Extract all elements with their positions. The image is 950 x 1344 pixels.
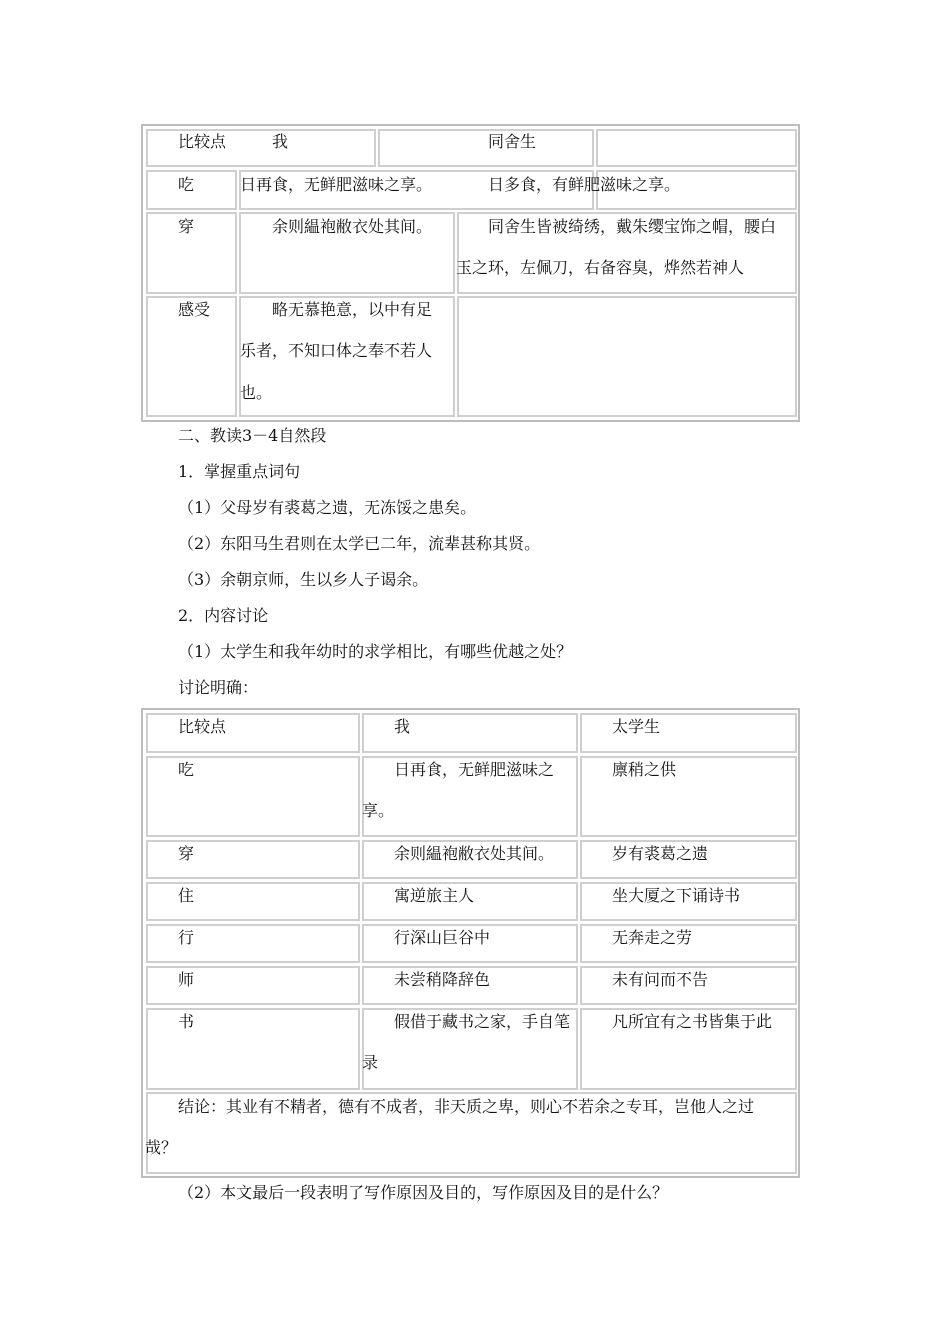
t2-row5-label: 师 <box>178 970 195 989</box>
t1-header-other: 同舍生 <box>488 132 537 151</box>
t2-row1-me-line1: 日再食，无鲜肥滋味之 <box>394 760 555 779</box>
t2-header-me: 我 <box>394 717 411 736</box>
t2-row5-me: 未尝稍降辞色 <box>394 970 491 989</box>
t2-header-other: 太学生 <box>612 717 661 736</box>
t1-row3-me-line3: 也。 <box>240 383 273 402</box>
section2-d1: （1）太学生和我年幼时的求学相比，有哪些优越之处？ <box>178 642 573 661</box>
final-question: （2）本文最后一段表明了写作原因及目的，写作原因及目的是什么？ <box>178 1183 669 1202</box>
t2-row2-other: 岁有裘葛之遗 <box>612 844 709 863</box>
section2-q2: （2）东阳马生君则在太学已二年，流辈甚称其贤。 <box>178 534 541 553</box>
t2-row5-other: 未有问而不告 <box>612 970 709 989</box>
t2-row4-me: 行深山巨谷中 <box>394 928 491 947</box>
t2-row3-label: 住 <box>178 886 195 905</box>
t2-header-compare: 比较点 <box>178 717 227 736</box>
t1-header-col3 <box>596 129 797 167</box>
t2-row6-other: 凡所宜有之书皆集于此 <box>612 1012 773 1031</box>
t2-conclusion-line1: 结论：其业有不精者，德有不成者，非天质之卑，则心不若余之专耳，岂他人之过 <box>178 1097 755 1116</box>
t2-row1-label: 吃 <box>178 760 195 779</box>
t1-header-compare: 比较点 <box>178 132 227 151</box>
t1-row2-other-line2: 玉之环，左佩刀，右备容臭，烨然若神人 <box>456 258 745 277</box>
t2-row6-me-line2: 录 <box>362 1053 379 1072</box>
t2-row3-me: 寓逆旅主人 <box>394 886 475 905</box>
section2-q3: （3）余朝京师，生以乡人子谒余。 <box>178 570 429 589</box>
section2-q1: （1）父母岁有裘葛之遗，无冻馁之患矣。 <box>178 498 477 517</box>
section2-d1-answer: 讨论明确： <box>178 678 259 697</box>
t1-row3-me-line1: 略无慕艳意，以中有足 <box>272 300 433 319</box>
t1-row1-other: 日多食，有鲜肥滋味之享。 <box>488 175 681 194</box>
t1-row3-other-cell <box>457 296 797 417</box>
section2-item2: 2．内容讨论 <box>178 606 269 625</box>
t2-row6-label: 书 <box>178 1012 195 1031</box>
t2-row4-label: 行 <box>178 928 195 947</box>
t2-row2-label: 穿 <box>178 844 195 863</box>
t1-header-col2 <box>378 129 594 167</box>
t1-row2-other-line1: 同舍生皆被绮绣，戴朱缨宝饰之帽，腰白 <box>488 217 777 236</box>
t2-conclusion-line2: 哉？ <box>145 1138 178 1157</box>
t1-row1-label: 吃 <box>178 175 195 194</box>
t2-row1-other: 廪稍之供 <box>612 760 677 779</box>
t1-row3-me-line2: 乐者，不知口体之奉不若人 <box>240 341 433 360</box>
t2-row3-other: 坐大厦之下诵诗书 <box>612 886 741 905</box>
t1-row2-label: 穿 <box>178 217 195 236</box>
section2-item1: 1．掌握重点词句 <box>178 462 301 481</box>
t1-row2-me: 余则緼袍敝衣处其间。 <box>272 217 433 236</box>
t1-row3-label: 感受 <box>178 300 211 319</box>
t2-row4-other: 无奔走之劳 <box>612 928 693 947</box>
section2-heading: 二、教读3－4自然段 <box>178 426 327 445</box>
t2-row2-me: 余则緼袍敝衣处其间。 <box>394 844 555 863</box>
t1-row1-me: 日再食，无鲜肥滋味之享。 <box>240 175 433 194</box>
t1-header-me: 我 <box>272 132 289 151</box>
t2-row1-me-line2: 享。 <box>362 801 395 820</box>
t2-row6-me-line1: 假借于藏书之家，手自笔 <box>394 1012 571 1031</box>
